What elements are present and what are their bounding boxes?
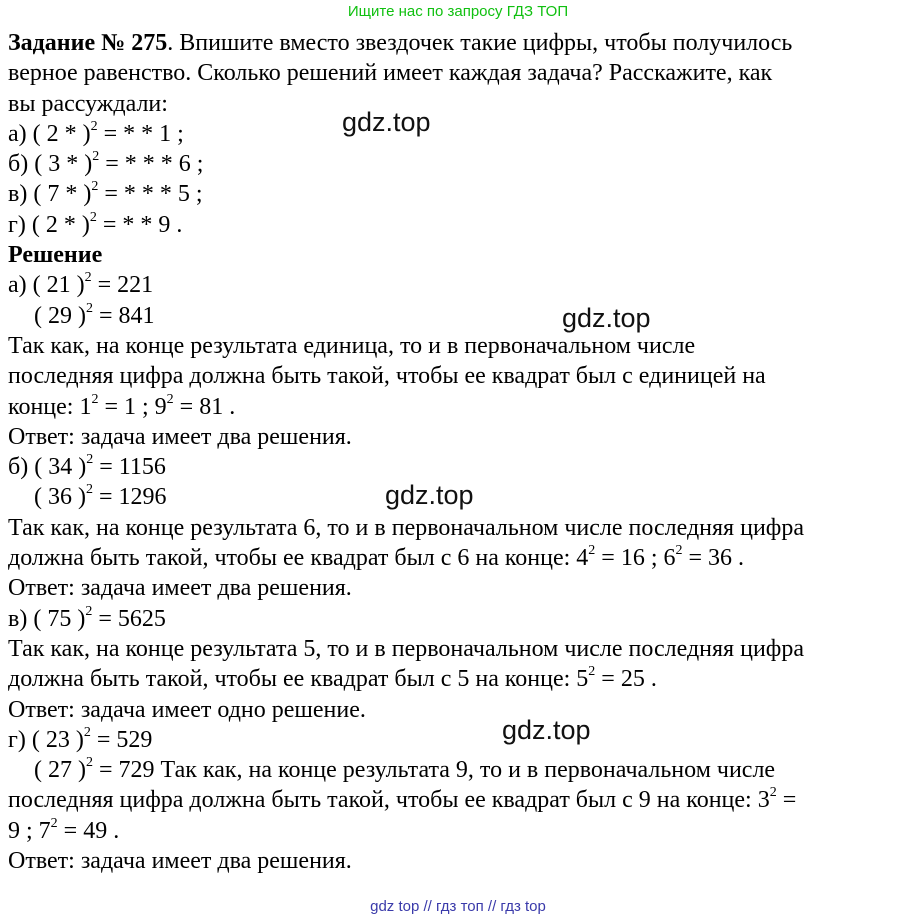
task-item-g: г) ( 2 * )$^2$ = * * 9 . xyxy=(8,209,183,238)
solution-g-1: г) ( 23 )$^2$ = 529 xyxy=(8,724,153,753)
task-title: Задание № 275 xyxy=(8,30,168,56)
solution-g-text-1: последняя цифра должна быть такой, чтобы ее квадрат был с 9 на конце: $3^2$ = xyxy=(8,785,797,814)
solution-a-text-1: Так как, на конце результата единица, то и в первоначальном числе xyxy=(8,332,696,359)
task-item-v: в) ( 7 * )$^2$ = * * * 5 ; xyxy=(8,179,203,208)
solution-b-2: ( 36 )$^2$ = 1296 xyxy=(34,482,167,511)
watermark: gdz.top xyxy=(342,107,431,137)
search-banner xyxy=(0,0,916,24)
solution-b-text-2: должна быть такой, чтобы ее квадрат был с 6 на конце: $4^2 = 16$ ; $6^2 = 36$ . xyxy=(8,543,745,572)
solution-b-text-1: Так как, на конце результата 6, то и в первоначальном числе последняя цифра xyxy=(8,514,804,541)
banner-text: Ищите нас по запросу ГДЗ ТОП xyxy=(347,3,569,20)
solution-g-text-2: 9 ; $7^2 = 49$ . xyxy=(8,815,120,844)
answer-v: Ответ: задача имеет одно решение. xyxy=(8,696,366,723)
task-item-b: б) ( 3 * )$^2$ = * * * 6 ; xyxy=(8,149,204,178)
footer-links xyxy=(0,896,916,918)
solution-a-text-3: конце: $1^2 = 1$ ; $9^2 = 81$ . xyxy=(8,391,236,420)
task-intro-line-2: верное равенство. Сколько решений имеет каждая задача? Расскажите, как xyxy=(8,60,773,87)
watermark: gdz.top xyxy=(562,303,651,333)
solution-a-2: ( 29 )$^2$ = 841 xyxy=(34,300,155,329)
task-intro-line-3: вы рассуждали: xyxy=(8,90,168,117)
answer-g: Ответ: задача имеет два решения. xyxy=(8,848,352,875)
watermark: gdz.top xyxy=(502,715,591,745)
solution-g-2: ( 27 )$^2$ = 729 Так как, на конце результата 9, то и в первоначальном числе xyxy=(34,755,776,784)
task-intro-line-1: Задание № 275. Впишите вместо звездочек такие цифры, чтобы получилось xyxy=(8,30,793,56)
solution-a-text-2: последняя цифра должна быть такой, чтобы ее квадрат был с единицей на xyxy=(8,363,766,390)
solution-v-text-1: Так как, на конце результата 5, то и в первоначальном числе последняя цифра xyxy=(8,635,804,662)
watermark: gdz.top xyxy=(385,480,474,510)
solution-heading: Решение xyxy=(8,242,103,269)
task-item-a: а) ( 2 * )$^2$ = * * 1 ; xyxy=(8,118,184,147)
solution-b-1: б) ( 34 )$^2$ = 1156 xyxy=(8,452,166,481)
answer-b: Ответ: задача имеет два решения. xyxy=(8,575,352,602)
solution-v-text-2: должна быть такой, чтобы ее квадрат был с 5 на конце: $5^2 = 25$ . xyxy=(8,664,657,693)
solution-v-1: в) ( 75 )$^2$ = 5625 xyxy=(8,603,166,632)
footer-text: gdz top // гдз топ // гдз top xyxy=(370,898,546,915)
document-body xyxy=(8,28,908,876)
answer-a: Ответ: задача имеет два решения. xyxy=(8,423,352,450)
solution-a-1: а) ( 21 )$^2$ = 221 xyxy=(8,270,154,299)
